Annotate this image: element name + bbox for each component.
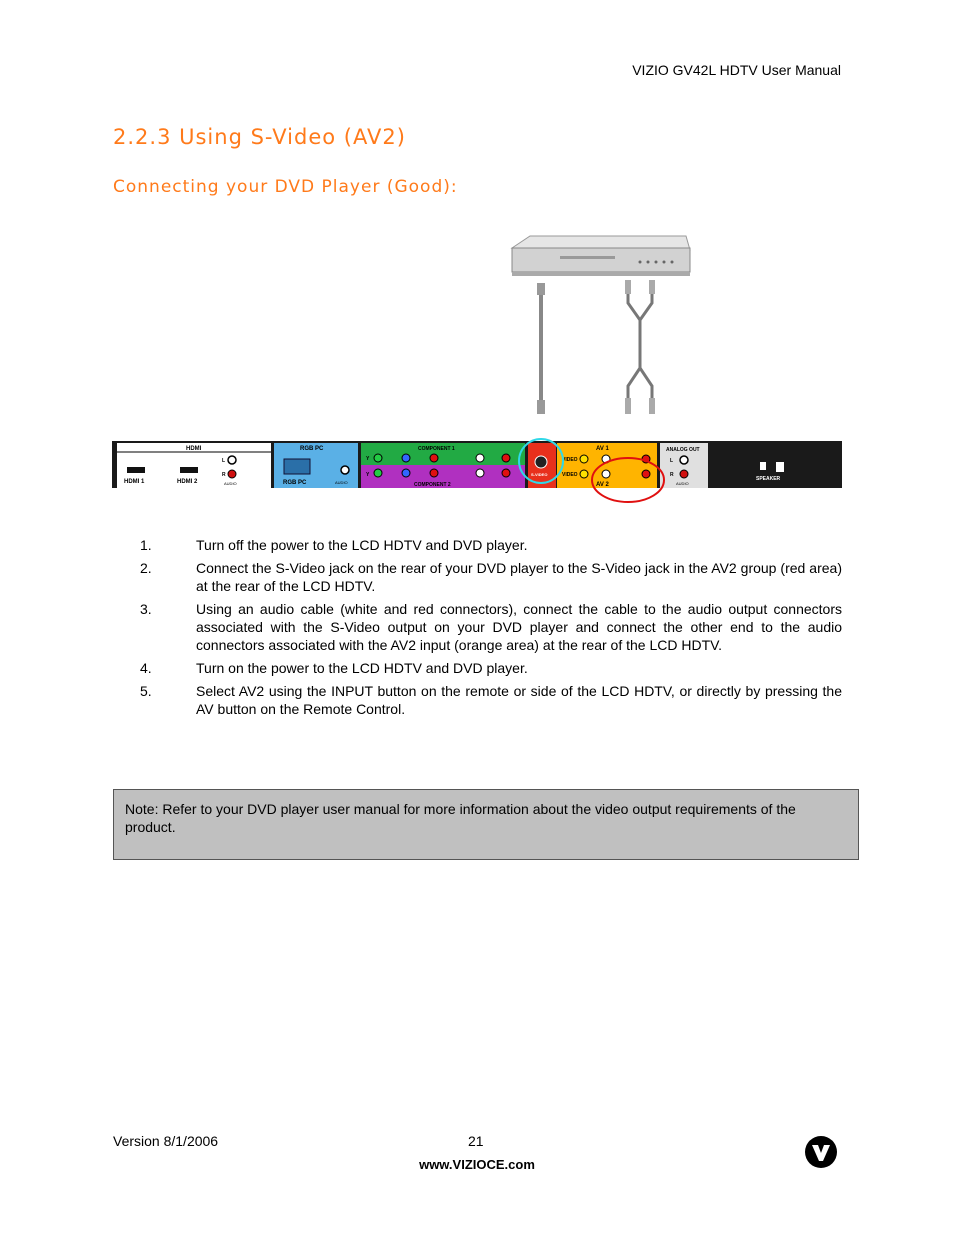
speaker-label: SPEAKER [756,476,781,482]
vizio-logo-icon [805,1136,837,1168]
subsection-title: Connecting your DVD Player (Good): [113,177,458,197]
connection-diagram [0,225,954,510]
hdmi1-label: HDMI 1 [124,479,145,485]
svg-text:VIDEO: VIDEO [562,457,578,463]
footer-url: www.VIZIOCE.com [419,1157,535,1172]
analog-out-label: ANALOG OUT [666,447,700,453]
rgb-pc-top-label: RGB PC [300,446,324,452]
hdmi2-label: HDMI 2 [177,479,198,485]
svg-text:L: L [222,458,226,464]
page-number: 21 [468,1133,484,1149]
audio-cable [625,280,655,414]
svg-text:R: R [222,472,226,478]
footer-version: Version 8/1/2006 [113,1133,219,1149]
svg-text:VIDEO: VIDEO [562,472,578,478]
hdmi-label: HDMI [186,446,202,452]
av2-label: AV 2 [596,482,609,488]
step-item: 4. Turn on the power to the LCD HDTV and DVD player. [140,660,528,676]
component2-label: COMPONENT 2 [414,482,451,488]
tv-rear-panel [112,439,842,502]
svg-text:AUDIO: AUDIO [676,481,689,486]
instruction-steps [140,536,842,723]
svg-text:L: L [670,458,674,464]
svideo-cable [537,283,545,414]
svideo-label: S-VIDEO [531,472,548,477]
step-item: 3. Using an audio cable (white and red connectors), connect the cable to the audio output connectors associated with the S-Video output on your DVD player and connect the other end to the audio connectors associated with the AV2 input (orange area) at the rear of the LCD HDTV. [140,601,842,653]
svg-text:Y: Y [366,472,370,478]
step-item: 2. Connect the S-Video jack on the rear of your DVD player to the S-Video jack in the AV2 group (red area) at the rear of the LCD HDTV. [140,560,842,594]
section-title: 2.2.3 Using S-Video (AV2) [113,125,406,149]
svg-text:AUDIO: AUDIO [335,480,348,485]
svg-text:Y: Y [366,456,370,462]
step-item: 5. Select AV2 using the INPUT button on the remote or side of the LCD HDTV, or directly by pressing the AV button on the Remote Control. [140,683,842,717]
svg-text:AUDIO: AUDIO [224,481,237,486]
note-box: Note: Refer to your DVD player user manual for more information about the video output requirements of the product. [113,789,859,860]
header-title: VIZIO GV42L HDTV User Manual [632,62,841,78]
dvd-player-illustration [512,236,690,276]
rgb-pc-label: RGB PC [283,480,307,486]
svg-text:R: R [670,472,674,478]
component1-label: COMPONENT 1 [418,446,455,452]
step-item: 1. Turn off the power to the LCD HDTV and DVD player. [140,537,528,553]
av1-label: AV 1 [596,446,609,452]
